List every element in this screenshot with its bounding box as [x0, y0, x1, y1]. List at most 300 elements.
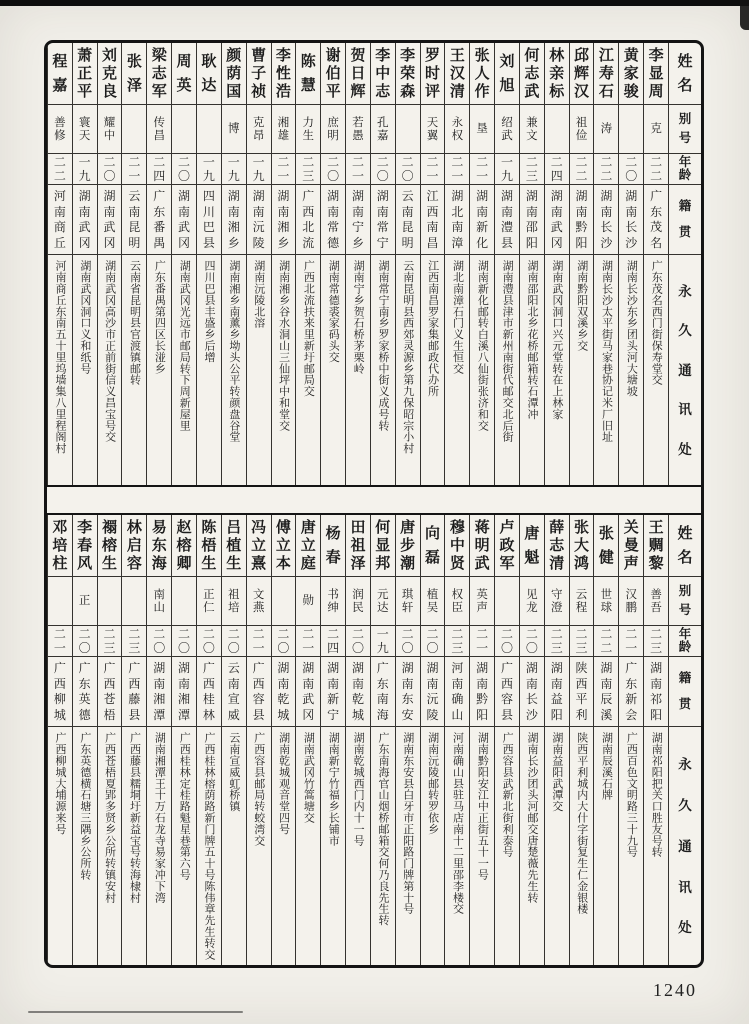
- person-name-text-char: 贤: [449, 554, 465, 572]
- person-alias-text: [445, 586, 469, 614]
- person-name-text-char: 辉: [574, 64, 590, 82]
- person-name: [445, 515, 469, 577]
- person-native-text: [594, 187, 618, 252]
- person-column: [97, 43, 122, 485]
- person-age-text-char: 二: [53, 169, 66, 183]
- person-native-text-char: 广: [103, 661, 116, 676]
- person-name-text-char: 亲: [549, 64, 565, 82]
- person-name-text: [122, 517, 146, 574]
- person-native-place: [197, 185, 221, 255]
- person-alias: [73, 105, 97, 154]
- person-address-text: 湖南祁阳把关口胜友号转: [650, 732, 664, 858]
- person-address: [445, 255, 469, 485]
- person-native-place: [222, 185, 246, 255]
- person-name-text-char: 唐: [300, 518, 316, 536]
- person-address-text: 广西藤县糯垌圩新益宝号转海棣村: [128, 732, 142, 903]
- person-name-text-char: 罗: [424, 46, 440, 64]
- person-alias-text: [346, 114, 370, 142]
- person-age-text-char: 一: [426, 169, 439, 183]
- person-age-text: [570, 156, 594, 182]
- person-native-text-char: 乡: [227, 235, 240, 250]
- person-native-place: [545, 185, 569, 255]
- person-age-text-char: 二: [426, 155, 439, 169]
- person-name-text-char: 邱: [574, 46, 590, 64]
- person-name-text-char: 刘: [499, 52, 515, 70]
- person-age-text-char: 二: [451, 627, 464, 641]
- person-address-text: 湖南长沙团头河邮交唐楚薇先生转: [526, 732, 540, 903]
- person-name: [396, 43, 420, 105]
- person-alias: [98, 577, 122, 626]
- person-name-text-char: 磊: [424, 548, 440, 566]
- person-alias: [197, 105, 221, 154]
- person-name-text-char: 石: [598, 82, 614, 100]
- person-alias-text: [222, 586, 246, 614]
- person-column: [444, 515, 469, 965]
- person-address-text: 广西容县武新北街利泰号: [501, 732, 515, 858]
- person-column: [196, 43, 221, 485]
- header-address-text-char: 永: [678, 757, 692, 774]
- person-native-text: [421, 659, 445, 724]
- person-name-text-char: 向: [424, 524, 440, 542]
- person-native-text: [247, 659, 271, 724]
- person-native-place: [570, 185, 594, 255]
- person-name-text: [470, 517, 494, 574]
- header-address-text-char: 久: [678, 798, 692, 814]
- person-name-text-char: 卿: [176, 554, 192, 572]
- person-name: [147, 43, 171, 105]
- person-name: [48, 43, 72, 105]
- person-name-text-char: 植: [226, 536, 242, 554]
- person-native-text-char: 南: [302, 676, 315, 691]
- person-age: [545, 626, 569, 657]
- person-native-text-char: 确: [451, 692, 464, 707]
- person-name: [122, 43, 146, 105]
- person-address-text: 江西南昌罗家集邮政代办所: [426, 260, 440, 397]
- person-native-text-char: 西: [103, 676, 116, 691]
- person-native-text-char: 化: [476, 235, 489, 250]
- person-alias-text-char: 吴: [426, 600, 439, 614]
- person-native-text: [197, 659, 221, 724]
- person-name-text: [396, 517, 420, 574]
- person-age-text-char: 二: [327, 627, 340, 641]
- person-native-text: [321, 187, 345, 252]
- person-alias: [470, 105, 494, 154]
- person-address: [520, 255, 544, 485]
- person-name-text: [48, 45, 72, 102]
- person-name: [520, 515, 544, 577]
- person-native-text-char: 湘: [227, 220, 240, 235]
- person-age: [396, 626, 420, 657]
- person-alias-text-char: 澄: [550, 600, 563, 614]
- person-name-text-char: 评: [424, 82, 440, 100]
- person-native-text: [296, 187, 320, 252]
- person-column: [72, 43, 97, 485]
- person-name-text: [346, 517, 370, 574]
- person-column: [618, 43, 643, 485]
- person-name-text-char: 春: [325, 548, 341, 566]
- person-age-text-char: 二: [128, 627, 141, 641]
- person-age: [197, 154, 221, 185]
- person-name-text-char: 骏: [623, 82, 639, 100]
- person-alias-text-char: 传: [153, 114, 165, 129]
- person-column: [196, 515, 221, 965]
- person-name-text-char: 潮: [400, 554, 416, 572]
- person-native-text: [197, 187, 221, 252]
- scan-artifact-top-bar: [0, 0, 749, 6]
- person-age-text-char: 二: [525, 155, 538, 169]
- person-native-text-char: 林: [202, 707, 215, 722]
- person-address-text: 四川巴县丰盛乡后增: [203, 260, 217, 363]
- person-name: [222, 515, 246, 577]
- person-native-text-char: 南: [53, 204, 66, 219]
- person-native-text: [147, 659, 171, 724]
- person-native-text-char: 湖: [178, 661, 191, 676]
- person-alias-text-char: 永: [451, 114, 464, 129]
- person-age-text-char: 一: [351, 169, 364, 183]
- person-address-text: 陕西平利城内大什字街复生仁金银楼: [575, 732, 589, 915]
- person-name-text-char: 冯: [251, 518, 267, 536]
- person-name-text-char: 志: [549, 536, 565, 554]
- person-age-text-char: 二: [351, 155, 364, 169]
- person-address: [371, 727, 395, 965]
- person-age-text-char: 二: [401, 155, 414, 169]
- person-age-text-char: 二: [178, 155, 191, 169]
- person-native-place: [445, 657, 469, 727]
- person-column: [246, 43, 271, 485]
- person-column: [121, 515, 146, 965]
- person-age-text-char: 一: [302, 641, 315, 655]
- person-name-text-char: 寿: [598, 64, 614, 82]
- person-column: [246, 515, 271, 965]
- person-age-text: [222, 156, 246, 182]
- person-age-text-char: 二: [600, 155, 613, 169]
- person-age: [570, 626, 594, 657]
- person-alias: [619, 577, 643, 626]
- person-name-text-char: 嘉: [52, 76, 68, 94]
- person-alias-text: [421, 586, 445, 614]
- person-native-text-char: 南: [525, 676, 538, 691]
- person-native-text-char: 南: [401, 676, 414, 691]
- person-native-text-char: 河: [451, 661, 464, 676]
- person-alias: [73, 577, 97, 626]
- person-age-text: [594, 156, 618, 182]
- person-name-text-char: 大: [574, 536, 590, 554]
- person-native-text: [445, 659, 469, 724]
- person-name-text-char: 泽: [126, 76, 142, 94]
- person-native-text-char: 县: [501, 235, 514, 250]
- person-name: [371, 43, 395, 105]
- person-name: [73, 515, 97, 577]
- person-native-place: [296, 185, 320, 255]
- person-name-text: [296, 517, 320, 574]
- header-native-text: [669, 187, 701, 252]
- person-alias-text: [545, 586, 569, 614]
- header-alias-text-char: 号: [678, 130, 692, 146]
- person-native-text-char: 湖: [351, 661, 364, 676]
- person-native-place: [495, 185, 519, 255]
- person-native-text: [545, 187, 569, 252]
- person-alias: [122, 577, 146, 626]
- person-alias-text-char: 孔: [377, 114, 389, 129]
- person-name-text: [445, 517, 469, 574]
- person-address-text: 湖南长沙东乡团头河大塘坡: [625, 260, 639, 397]
- person-alias-text: [147, 586, 171, 614]
- person-alias: [247, 577, 271, 626]
- person-native-text-char: 南: [600, 204, 613, 219]
- person-address-text: 湖南新化邮转白溪八仙街张济和交: [476, 260, 490, 431]
- person-native-text-char: 湖: [376, 189, 389, 204]
- person-age-text-char: 一: [128, 169, 141, 183]
- person-native-text-char: 湖: [351, 189, 364, 204]
- person-name: [570, 515, 594, 577]
- person-name-text-char: 熹: [251, 554, 267, 572]
- person-column: [519, 515, 544, 965]
- person-native-text: [346, 187, 370, 252]
- person-name-text: [48, 517, 72, 574]
- person-name-text-char: 伯: [325, 64, 341, 82]
- person-native-text-char: 南: [426, 676, 439, 691]
- person-name: [222, 43, 246, 105]
- header-name: [669, 43, 701, 105]
- person-native-place: [147, 657, 171, 727]
- person-age-text: [619, 628, 643, 654]
- person-native-text-char: 武: [78, 220, 91, 235]
- person-address-text: 广西桂林定桂路魁星巷第六号: [178, 732, 192, 881]
- person-native-text-char: 溪: [600, 707, 613, 722]
- person-name: [197, 515, 221, 577]
- person-name-text-char: 王: [449, 46, 465, 64]
- person-age-text: [470, 156, 494, 182]
- person-age-text-char: 二: [302, 155, 315, 169]
- person-native-text: [222, 187, 246, 252]
- person-alias-text-char: 臣: [451, 600, 464, 614]
- person-age-text-char: 二: [227, 627, 240, 641]
- person-native-text-char: 南: [277, 204, 290, 219]
- person-age: [445, 154, 469, 185]
- person-age-text: [222, 628, 246, 654]
- person-alias-text: [470, 123, 494, 135]
- person-name: [594, 515, 618, 577]
- header-alias: [669, 577, 701, 626]
- person-age-text-char: 一: [78, 155, 91, 169]
- person-name-text-char: 明: [474, 536, 490, 554]
- person-name: [396, 515, 420, 577]
- header-name: [669, 515, 701, 577]
- person-name-text: [644, 517, 668, 574]
- person-name-text-char: 人: [474, 64, 490, 82]
- person-age-text-char: 四: [550, 169, 563, 183]
- person-name-text: [520, 517, 544, 574]
- person-native-text-char: 冈: [78, 235, 91, 250]
- person-native-text: [48, 187, 72, 252]
- person-native-text-char: 宁: [376, 235, 389, 250]
- person-name-text-char: 平: [325, 82, 341, 100]
- person-address-text: 广西苍梧夏郢多贤乡公所转镇安村: [103, 732, 117, 903]
- person-native-text-char: 沙: [600, 235, 613, 250]
- person-name-text-char: 时: [424, 64, 440, 82]
- person-age-text-char: 二: [53, 155, 66, 169]
- person-native-text-char: 乾: [277, 692, 290, 707]
- person-alias-text-char: 祖: [575, 114, 588, 129]
- person-alias: [272, 577, 296, 626]
- person-native-text-char: 长: [625, 220, 638, 235]
- person-alias-text: [247, 114, 271, 142]
- person-name-text-char: 李: [400, 46, 416, 64]
- person-age-text-char: 〇: [327, 169, 340, 183]
- person-native-text-char: 新: [476, 220, 489, 235]
- person-address: [421, 255, 445, 485]
- person-column: [72, 515, 97, 965]
- person-native-text-char: 南: [401, 204, 414, 219]
- person-name: [197, 43, 221, 105]
- person-native-text-char: 邵: [525, 220, 538, 235]
- person-native-text: [470, 187, 494, 252]
- person-age: [48, 154, 72, 185]
- person-native-text-char: 湖: [525, 189, 538, 204]
- person-age-text-char: 〇: [376, 169, 389, 183]
- person-native-place: [644, 185, 668, 255]
- person-native-text-char: 广: [302, 189, 315, 204]
- person-address-text: 湖北南漳石门义生恒交: [451, 260, 465, 374]
- person-name-text-char: 王: [648, 518, 664, 536]
- person-alias: [48, 105, 72, 154]
- person-address-text: 河南确山县驻马店南十二里邵李楼交: [451, 732, 465, 915]
- person-age: [371, 154, 395, 185]
- person-native-text-char: 明: [401, 235, 414, 250]
- person-name-text: [197, 45, 221, 102]
- person-alias: [396, 105, 420, 154]
- person-column: [47, 515, 72, 965]
- person-native-text: [545, 659, 569, 724]
- person-age: [495, 154, 519, 185]
- person-native-text-char: 巴: [202, 220, 215, 235]
- person-native-text-char: 广: [128, 661, 141, 676]
- person-name-text: [73, 45, 97, 102]
- person-age-text: [73, 628, 97, 654]
- person-name-text-char: 家: [623, 64, 639, 82]
- person-address-text: 广东南海官山烟桥邮箱交何乃良先生转: [376, 732, 390, 926]
- person-address-text: 河南商丘东南五十里坞墙集八里程阁村: [53, 260, 67, 454]
- person-native-text-char: 城: [277, 707, 290, 722]
- person-name: [321, 515, 345, 577]
- person-alias: [594, 105, 618, 154]
- person-native-text-char: 陕: [575, 661, 588, 676]
- person-address-text: 湖南常德裘家码头交: [327, 260, 341, 363]
- person-native-place: [644, 657, 668, 727]
- person-native-text-char: 湖: [476, 189, 489, 204]
- person-native-text-char: 辰: [600, 692, 613, 707]
- person-name-text-char: 刘: [102, 46, 118, 64]
- person-name-text-char: 中: [375, 64, 391, 82]
- person-age-text-char: 二: [153, 155, 166, 169]
- person-name-text-char: 慧: [300, 76, 316, 94]
- person-native-place: [272, 657, 296, 727]
- person-native-text: [520, 187, 544, 252]
- person-column: [320, 43, 345, 485]
- person-native-place: [296, 657, 320, 727]
- person-age-text: [98, 156, 122, 182]
- person-column: [171, 43, 196, 485]
- person-native-text: [619, 187, 643, 252]
- person-age: [247, 626, 271, 657]
- person-name-text: [172, 45, 196, 102]
- person-alias-text-char: 权: [451, 128, 464, 142]
- person-native-text-char: 昆: [128, 220, 141, 235]
- person-age: [421, 154, 445, 185]
- person-name-text-char: 唐: [400, 518, 416, 536]
- person-age-text-char: 二: [327, 155, 340, 169]
- person-alias-text-char: 明: [327, 128, 339, 142]
- person-name-text-char: 清: [549, 554, 565, 572]
- person-age-text-char: 二: [103, 627, 116, 641]
- person-age: [371, 626, 395, 657]
- person-address: [272, 727, 296, 965]
- person-alias-text-char: 润: [352, 586, 364, 601]
- person-address: [594, 727, 618, 965]
- person-age-text-char: 三: [650, 641, 663, 655]
- person-alias: [147, 577, 171, 626]
- person-native-text-char: 阳: [650, 707, 663, 722]
- person-native-text: [147, 187, 171, 252]
- person-native-place: [570, 657, 594, 727]
- header-alias-text: [669, 107, 701, 151]
- person-name: [346, 43, 370, 105]
- header-address-text-char: 通: [678, 838, 692, 855]
- person-native-text-char: 县: [252, 707, 265, 722]
- person-age-text: [147, 156, 171, 182]
- person-name-text-char: 周: [176, 52, 192, 70]
- header-native-text-char: 贯: [678, 224, 692, 240]
- person-address-text: 广东英德横石塘三隅乡公所转: [78, 732, 92, 881]
- person-name-text: [520, 45, 544, 102]
- person-age-text-char: 二: [476, 155, 489, 169]
- person-address: [396, 255, 420, 485]
- person-age-text-char: 〇: [501, 641, 514, 655]
- person-address: [73, 727, 97, 965]
- person-age-text-char: 一: [451, 169, 464, 183]
- person-name-text-char: 汉: [574, 82, 590, 100]
- person-alias-text-char: 见: [526, 586, 538, 601]
- person-alias: [644, 105, 668, 154]
- person-native-text-char: 德: [78, 707, 91, 722]
- person-native-text-char: 武: [103, 220, 116, 235]
- person-name-text-char: 标: [549, 82, 565, 100]
- person-age-text: [371, 156, 395, 182]
- person-native-place: [396, 185, 420, 255]
- person-age-text-char: 二: [625, 155, 638, 169]
- person-name-text: [495, 517, 519, 574]
- person-native-text-char: 湘: [178, 692, 191, 707]
- person-alias-text-char: 善: [54, 114, 66, 129]
- person-age-text-char: 四: [153, 169, 166, 183]
- person-native-text-char: 南: [252, 204, 265, 219]
- person-age-text-char: 〇: [178, 641, 191, 655]
- person-alias-text: [644, 123, 668, 135]
- person-native-text-char: 湖: [525, 661, 538, 676]
- person-address: [421, 727, 445, 965]
- person-name-text-char: 政: [499, 536, 515, 554]
- person-name-text-char: 曹: [251, 46, 267, 64]
- person-name-text-char: 志: [375, 82, 391, 100]
- person-age-text-char: 二: [550, 627, 563, 641]
- person-native-place: [73, 185, 97, 255]
- person-name-text-char: 志: [151, 64, 167, 82]
- person-name: [644, 515, 668, 577]
- person-name-text-char: 谢: [325, 46, 341, 64]
- person-age-text-char: 二: [451, 155, 464, 169]
- person-native-text-char: 湖: [600, 661, 613, 676]
- header-address-text: [669, 260, 701, 483]
